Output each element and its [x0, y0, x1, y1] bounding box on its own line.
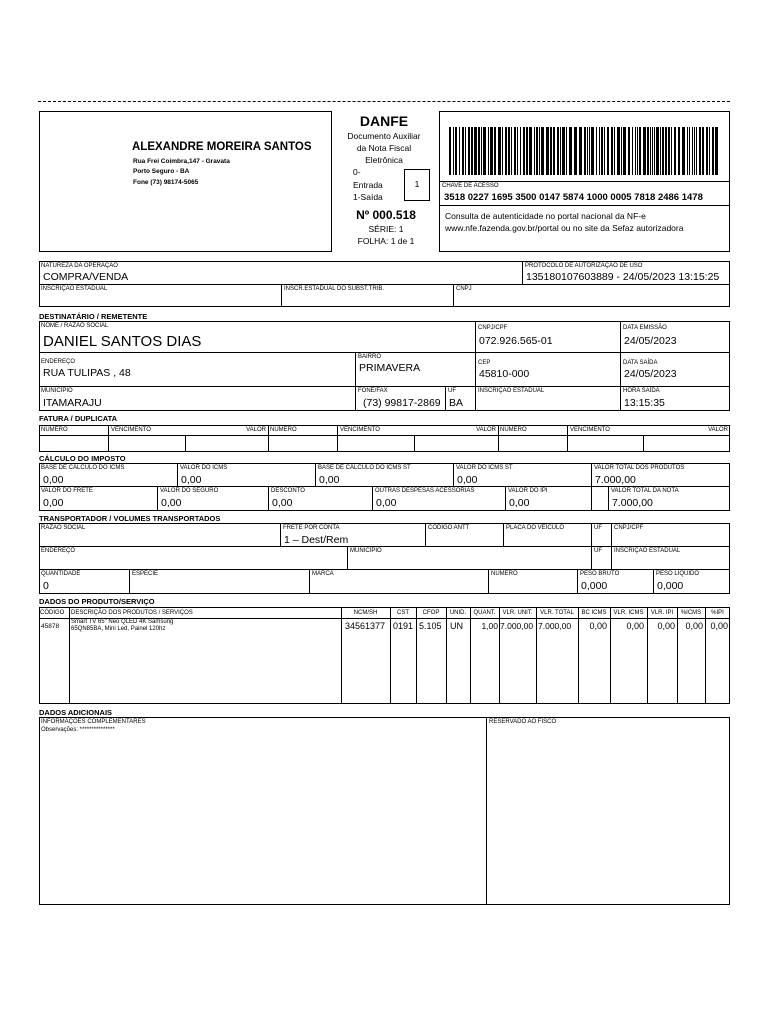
ie-label: INSCRIÇÃO ESTADUAL: [41, 286, 108, 292]
total-nota-label: VALOR TOTAL DA NOTA: [611, 488, 679, 494]
nome-label: NOME / RAZÃO SOCIAL: [41, 323, 109, 329]
endereco-value: RUA TULIPAS , 48: [43, 367, 131, 379]
observacoes: Observações: ***************: [41, 727, 115, 733]
transp-uf-label: UF: [594, 525, 602, 531]
icms-label: VALOR DO ICMS: [180, 465, 228, 471]
protocolo-label: PROTOCOLO DE AUTORIZAÇÃO DE USO: [525, 263, 643, 269]
transp-municipio-label: MUNICÍPIO: [350, 548, 382, 554]
col-p-icms: %ICMS: [680, 610, 702, 616]
fatura-vencimento-2: VENCIMENTO: [340, 427, 380, 433]
col-descricao: DESCRIÇÃO DOS PRODUTOS / SERVIÇOS: [71, 610, 193, 616]
row-unid: UN: [450, 621, 463, 631]
col-vlr-unit: VLR. UNIT.: [502, 610, 533, 616]
peso-bruto-value: 0,000: [581, 580, 608, 592]
desconto-label: DESCONTO: [271, 488, 305, 494]
row-cfop: 5.105: [419, 621, 442, 631]
peso-liq-value: 0,000: [657, 580, 684, 592]
ie-dest-label: INSCRIÇÃO ESTADUAL: [478, 388, 545, 394]
row-p-icms: 0,00: [685, 621, 703, 631]
reservado-fisco-label: RESERVADO AO FISCO: [489, 719, 557, 725]
bairro-value: PRIMAVERA: [359, 362, 421, 374]
emitente-phone: Fone (73) 98174-5065: [133, 179, 199, 186]
entrada-code: 0-: [353, 167, 361, 177]
danfe-title: DANFE: [359, 113, 409, 129]
col-bc-icms: BC ICMS: [581, 610, 607, 616]
transp-endereco-label: ENDEREÇO: [41, 548, 76, 554]
entrada-label: Entrada: [353, 180, 383, 190]
bairro-label: BAIRRO: [358, 354, 382, 360]
icms-value: 0,00: [181, 474, 202, 486]
row-p-ipi: 0,00: [710, 621, 728, 631]
info-complementar-label: INFORMAÇÕES COMPLEMENTARES: [41, 719, 146, 725]
col-vlr-ipi: VLR. IPI: [650, 610, 674, 616]
especie-label: ESPÉCIE: [132, 571, 159, 577]
emissao-label: DATA EMISSÃO: [623, 325, 667, 331]
icms-st-label: VALOR DO ICMS ST: [456, 465, 513, 471]
marca-label: MARCA: [312, 571, 334, 577]
total-prod-value: 7.000,00: [595, 474, 636, 486]
frete-value: 0,00: [43, 497, 64, 509]
row-bc-icms: 0,00: [589, 621, 607, 631]
row-vlr-icms: 0,00: [626, 621, 644, 631]
frete-conta-label: FRETE POR CONTA: [283, 525, 340, 531]
fatura-valor-3: VALOR: [708, 427, 728, 433]
row-total: 7.000,00: [538, 621, 572, 631]
transportador-box: [39, 523, 730, 594]
produtos-title: DADOS DO PRODUTO/SERVIÇO: [39, 597, 155, 606]
razao-label: RAZÃO SOCIAL: [41, 525, 86, 531]
peso-bruto-label: PESO BRUTO: [580, 571, 620, 577]
ipi-value: 0,00: [509, 497, 530, 509]
col-p-ipi: %IPI: [711, 610, 724, 616]
nf-number: Nº 000.518: [356, 208, 416, 222]
row-desc-1: Smart TV 65" Neo QLED 4K Samsung: [71, 619, 174, 625]
fatura-numero-1: NÚMERO: [41, 427, 68, 433]
col-codigo: CÓDIGO: [40, 610, 65, 616]
bc-icms-label: BASE DE CÁLCULO DO ICMS: [41, 465, 125, 471]
outras-label: OUTRAS DESPESAS ACESSÓRIAS: [375, 488, 475, 494]
fatura-valor-1: VALOR: [246, 427, 266, 433]
row-unit: 7.000,00: [500, 621, 534, 631]
cep-label: CEP: [478, 360, 491, 366]
nome-value: DANIEL SANTOS DIAS: [43, 333, 202, 350]
row-cst: 0191: [393, 621, 414, 631]
barcode: [449, 127, 721, 175]
col-cfop: CFOP: [422, 610, 440, 616]
antt-label: CÓDIGO ANTT: [428, 525, 470, 531]
fone-label: FONE/FAX: [358, 388, 388, 394]
uf-label: UF: [448, 388, 456, 394]
emissao-value: 24/05/2023: [624, 335, 677, 347]
quantidade-value: 0: [43, 580, 49, 592]
ipi-label: VALOR DO IPI: [508, 488, 548, 494]
total-nota-value: 7.000,00: [612, 497, 653, 509]
protocolo-value: 135180107603889 - 24/05/2023 13:15:25: [526, 271, 720, 283]
consulta-line-1: Consulta de autenticidade no portal nacional da NF-e: [445, 211, 646, 221]
row-quant: 1,00: [481, 621, 498, 631]
ie-st-label: INSCR.ESTADUAL DO SUBST.TRIB.: [284, 286, 385, 292]
cut-line: [38, 101, 730, 102]
adicionais-title: DADOS ADICIONAIS: [39, 708, 113, 717]
row-codigo: 45878: [41, 623, 60, 630]
fatura-vencimento-3: VENCIMENTO: [570, 427, 610, 433]
transportador-title: TRANSPORTADOR / VOLUMES TRANSPORTADOS: [39, 514, 221, 523]
row-ncm: 34561377: [345, 621, 386, 631]
col-cst: CST: [397, 610, 409, 616]
saida-date-label: DATA SAÍDA: [623, 360, 658, 366]
municipio-label: MUNICÍPIO: [41, 388, 73, 394]
frete-conta-value: 1 – Dest/Rem: [284, 534, 349, 546]
saida-date-value: 24/05/2023: [624, 368, 677, 380]
fone-value: (73) 99817-2869: [363, 397, 441, 409]
col-vlr-icms: VLR. ICMS: [613, 610, 644, 616]
chave-value: 3518 0227 1695 3500 0147 5874 1000 0005 7818 2486 1478: [444, 192, 703, 203]
imposto-title: CÁLCULO DO IMPOSTO: [39, 454, 126, 463]
seguro-label: VALOR DO SEGURO: [160, 488, 219, 494]
chave-label: CHAVE DE ACESSO: [442, 183, 499, 189]
transp-ie-label: INSCRIÇÃO ESTADUAL: [614, 548, 681, 554]
col-vlr-total: VLR. TOTAL: [540, 610, 574, 616]
desconto-value: 0,00: [272, 497, 293, 509]
outras-value: 0,00: [376, 497, 397, 509]
numero-vol-label: NÚMERO: [491, 571, 518, 577]
bc-st-label: BASE DE CÁLCULO DO ICMS ST: [318, 465, 411, 471]
fatura-numero-3: NÚMERO: [500, 427, 527, 433]
danfe-desc-1: Documento Auxiliar: [347, 131, 421, 141]
natureza-value: COMPRA/VENDA: [43, 271, 129, 283]
municipio-value: ITAMARAJU: [43, 397, 102, 409]
uf-value: BA: [449, 397, 464, 409]
tipo-operacao: 1: [414, 179, 420, 189]
bc-st-value: 0,00: [319, 474, 340, 486]
seguro-value: 0,00: [161, 497, 182, 509]
hora-value: 13:15:35: [624, 397, 665, 409]
saida-label: 1-Saída: [353, 192, 383, 202]
icms-st-value: 0,00: [457, 474, 478, 486]
row-desc-2: 65QN85BA, Mini Led, Painel 120hz: [71, 626, 166, 632]
emitente-name: ALEXANDRE MOREIRA SANTOS: [132, 141, 312, 153]
transp-uf2-label: UF: [594, 548, 602, 554]
consulta-line-2: www.nfe.fazenda.gov.br/portal ou no site da Sefaz autorizadora: [445, 223, 684, 233]
quantidade-label: QUANTIDADE: [41, 571, 81, 577]
transp-cnpj-label: CNPJ/CPF: [614, 525, 644, 531]
fatura-numero-2: NÚMERO: [270, 427, 297, 433]
destinatario-title: DESTINATÁRIO / REMETENTE: [39, 312, 148, 321]
danfe-desc-3: Eletrônica: [365, 155, 403, 165]
fatura-valor-2: VALOR: [476, 427, 496, 433]
cnpj-emitente-label: CNPJ: [456, 286, 472, 292]
col-quant: QUANT.: [473, 610, 496, 616]
bc-icms-value: 0,00: [43, 474, 64, 486]
nf-folha: FOLHA: 1 de 1: [357, 236, 415, 246]
natureza-label: NATUREZA DA OPERAÇÃO: [41, 263, 118, 269]
adicionais-box: [39, 717, 730, 905]
cnpj-dest-value: 072.926.565-01: [479, 335, 553, 347]
endereco-label: ENDEREÇO: [41, 359, 76, 365]
peso-liq-label: PESO LÍQUIDO: [656, 571, 700, 577]
cnpj-dest-label: CNPJ/CPF: [478, 325, 508, 331]
emitente-city: Porto Seguro - BA: [133, 168, 190, 175]
nf-serie: SÉRIE: 1: [368, 224, 404, 234]
hora-label: HORA SAÍDA: [623, 388, 660, 394]
placa-label: PLACA DO VEÍCULO: [506, 525, 565, 531]
emitente-address: Rua Frei Coimbra,147 - Gravata: [133, 158, 230, 165]
frete-label: VALOR DO FRETE: [41, 488, 93, 494]
danfe-desc-2: da Nota Fiscal: [356, 143, 412, 153]
col-ncm: NCM/SH: [353, 610, 378, 616]
fatura-title: FATURA / DUPLICATA: [39, 414, 118, 423]
row-vlr-ipi: 0,00: [657, 621, 675, 631]
col-unid: UNID.: [449, 610, 467, 616]
cep-value: 45810-000: [479, 368, 530, 380]
fatura-vencimento-1: VENCIMENTO: [111, 427, 151, 433]
total-prod-label: VALOR TOTAL DOS PRODUTOS: [594, 465, 685, 471]
